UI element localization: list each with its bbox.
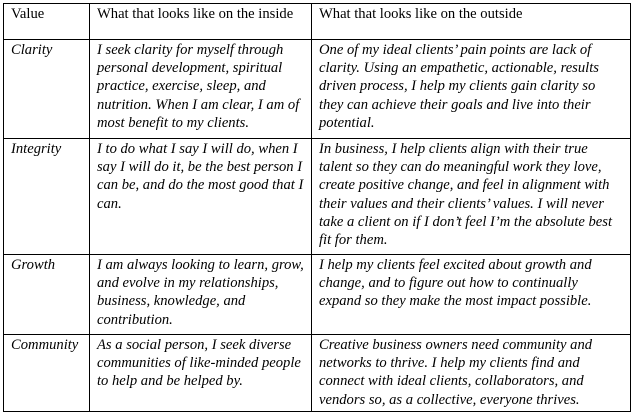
inside-cell: As a social person, I seek diverse communities of like-minded people to help and be helped by. [90,335,312,412]
value-cell: Growth [4,255,90,335]
outside-cell: One of my ideal clients’ pain points are lack of clarity. Using an empathetic, actionable, results driven process, I help my clients gain clarity so they can achieve their goals and live into their potential. [312,40,631,139]
table-header-row [4,4,631,40]
header-outside: What that looks like on the outside [312,4,631,40]
header-value: Value [4,4,90,40]
values-table [3,3,631,412]
table-row [4,255,631,335]
header-inside: What that looks like on the inside [90,4,312,40]
inside-cell: I seek clarity for myself through personal development, spiritual practice, exercise, sleep, and nutrition. When I am clear, I am of most benefit to my clients. [90,40,312,139]
table-row [4,40,631,139]
inside-cell: I am always looking to learn, grow, and evolve in my relationships, business, knowledge, and contribution. [90,255,312,335]
outside-cell: Creative business owners need community and networks to thrive. I help my clients find and connect with ideal clients, collaborators, and vendors so, as a collective, everyone thrives. [312,335,631,412]
outside-cell: I help my clients feel excited about growth and change, and to figure out how to continually expand so they make the most impact possible. [312,255,631,335]
value-cell: Clarity [4,40,90,139]
value-cell: Community [4,335,90,412]
table-row [4,335,631,412]
inside-cell: I to do what I say I will do, when I say I will do it, be the best person I can be, and do the most good that I can. [90,139,312,255]
table-row [4,139,631,255]
value-cell: Integrity [4,139,90,255]
outside-cell: In business, I help clients align with their true talent so they can do meaningful work they love, create positive change, and feel in alignment with their values and their clients’ values. I will never take a client on if I don’t feel I’m the absolute best fit for them. [312,139,631,255]
